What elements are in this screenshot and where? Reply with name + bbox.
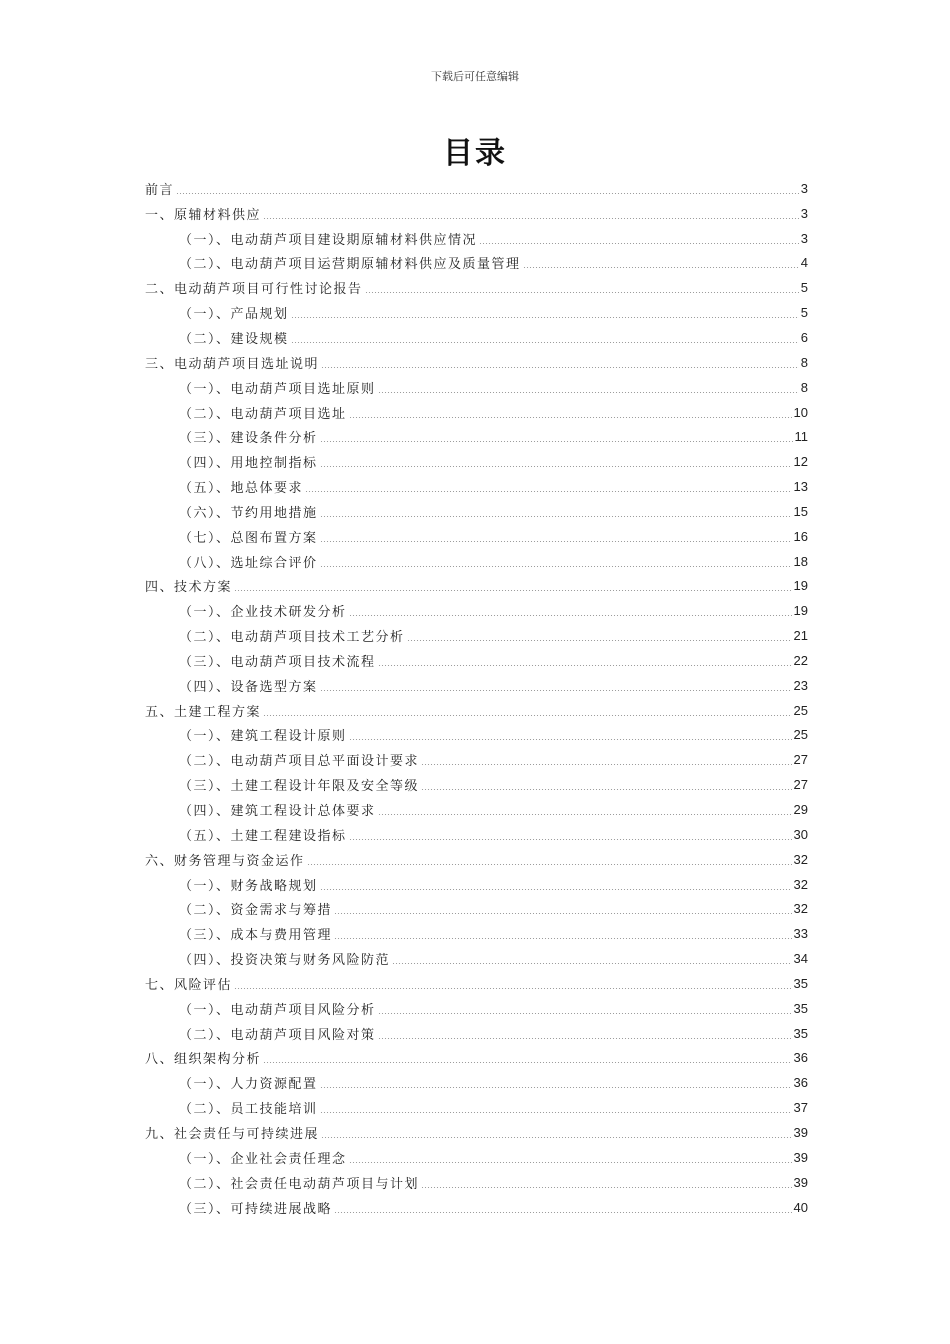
toc-entry[interactable] <box>145 847 808 872</box>
toc-entry-page-number: 23 <box>793 677 808 693</box>
toc-entry[interactable] <box>145 1095 808 1120</box>
toc-entry-label: （四）、投资决策与财务风险防范 <box>179 953 391 969</box>
toc-entry[interactable] <box>145 226 808 251</box>
toc-entry[interactable] <box>145 1021 808 1046</box>
toc-entry-label: （一）、建筑工程设计原则 <box>179 729 347 745</box>
toc-dot-leader <box>320 441 793 442</box>
toc-entry-page-number: 3 <box>800 205 808 221</box>
toc-dot-leader <box>334 913 792 914</box>
toc-entry-label: 四、技术方案 <box>145 580 233 596</box>
toc-entry-label: 二、电动葫芦项目可行性讨论报告 <box>145 282 363 298</box>
toc-entry[interactable] <box>145 424 808 449</box>
toc-entry[interactable] <box>145 524 808 549</box>
toc-entry[interactable] <box>145 971 808 996</box>
toc-entry-label: 一、原辅材料供应 <box>145 207 262 223</box>
toc-entry-page-number: 13 <box>793 479 808 495</box>
toc-entry[interactable] <box>145 822 808 847</box>
toc-entry-page-number: 5 <box>800 305 808 321</box>
toc-entry[interactable] <box>145 549 808 574</box>
toc-entry-page-number: 30 <box>793 826 808 842</box>
toc-entry-label: （三）、建设条件分析 <box>179 431 318 447</box>
toc-entry-label: （三）、成本与费用管理 <box>179 928 333 944</box>
toc-entry-page-number: 32 <box>793 901 808 917</box>
toc-entry-page-number: 11 <box>794 429 808 445</box>
toc-entry-page-number: 29 <box>793 802 808 818</box>
toc-dot-leader <box>263 715 792 716</box>
toc-entry-page-number: 36 <box>793 1075 808 1091</box>
toc-entry-label: 前言 <box>145 182 175 198</box>
toc-entry-label: （二）、建设规模 <box>179 331 289 347</box>
toc-entry-label: 九、社会责任与可持续进展 <box>145 1126 320 1142</box>
toc-dot-leader <box>320 690 792 691</box>
toc-entry-page-number: 32 <box>793 851 808 867</box>
toc-dot-leader <box>421 789 792 790</box>
toc-dot-leader <box>176 193 799 194</box>
toc-entry[interactable] <box>145 797 808 822</box>
toc-dot-leader <box>479 243 799 244</box>
toc-dot-leader <box>378 1013 792 1014</box>
toc-dot-leader <box>334 1212 792 1213</box>
page-title: 目录 <box>443 136 507 171</box>
toc-dot-leader <box>320 1112 792 1113</box>
toc-entry[interactable] <box>145 1170 808 1195</box>
toc-entry-label: （一）、电动葫芦项目建设期原辅材料供应情况 <box>179 232 478 248</box>
toc-entry-page-number: 10 <box>793 404 808 420</box>
toc-entry[interactable] <box>145 723 808 748</box>
toc-entry-label: （六）、节约用地措施 <box>179 505 318 521</box>
toc-entry-label: （二）、电动葫芦项目选址 <box>179 406 347 422</box>
toc-entry-page-number: 19 <box>793 578 808 594</box>
toc-entry-label: （一）、电动葫芦项目选址原则 <box>179 381 376 397</box>
toc-entry-label: （二）、社会责任电动葫芦项目与计划 <box>179 1176 420 1192</box>
toc-entry-label: （一）、企业技术研发分析 <box>179 605 347 621</box>
toc-dot-leader <box>378 665 792 666</box>
toc-dot-leader <box>320 541 792 542</box>
toc-entry[interactable] <box>145 574 808 599</box>
toc-entry-page-number: 5 <box>800 280 808 296</box>
toc-entry-page-number: 32 <box>793 876 808 892</box>
toc-entry[interactable] <box>145 872 808 897</box>
toc-entry[interactable] <box>145 623 808 648</box>
toc-entry-page-number: 40 <box>793 1199 808 1215</box>
toc-entry[interactable] <box>145 176 808 201</box>
toc-entry[interactable] <box>145 996 808 1021</box>
toc-entry-page-number: 15 <box>793 503 808 519</box>
toc-entry-label: （一）、企业社会责任理念 <box>179 1151 347 1167</box>
toc-dot-leader <box>523 267 799 268</box>
toc-entry[interactable] <box>145 772 808 797</box>
page-header: 下载后可任意编辑 <box>431 70 519 83</box>
toc-entry-label: 八、组织架构分析 <box>145 1052 262 1068</box>
toc-entry[interactable] <box>145 400 808 425</box>
toc-entry[interactable] <box>145 1046 808 1071</box>
toc-entry-page-number: 35 <box>793 1000 808 1016</box>
toc-entry-label: （四）、设备选型方案 <box>179 679 318 695</box>
toc-entry[interactable] <box>145 201 808 226</box>
toc-entry[interactable] <box>145 1070 808 1095</box>
toc-entry-page-number: 19 <box>793 603 808 619</box>
toc-entry-page-number: 35 <box>793 975 808 991</box>
toc-entry[interactable] <box>145 300 808 325</box>
toc-entry-page-number: 37 <box>793 1100 808 1116</box>
toc-entry-page-number: 39 <box>793 1149 808 1165</box>
toc-entry[interactable] <box>145 325 808 350</box>
toc-entry[interactable] <box>145 1195 808 1220</box>
toc-entry[interactable] <box>145 1120 808 1145</box>
toc-dot-leader <box>349 417 792 418</box>
toc-dot-leader <box>320 566 792 567</box>
toc-dot-leader <box>320 1087 792 1088</box>
toc-entry[interactable] <box>145 449 808 474</box>
toc-entry-label: （二）、电动葫芦项目风险对策 <box>179 1027 376 1043</box>
toc-dot-leader <box>320 466 792 467</box>
toc-entry[interactable] <box>145 598 808 623</box>
toc-entry[interactable] <box>145 499 808 524</box>
toc-entry-page-number: 25 <box>793 702 808 718</box>
toc-dot-leader <box>263 1062 792 1063</box>
toc-entry[interactable] <box>145 275 808 300</box>
toc-entry-label: （二）、电动葫芦项目技术工艺分析 <box>179 630 405 646</box>
toc-entry[interactable] <box>145 375 808 400</box>
toc-dot-leader <box>378 392 799 393</box>
toc-entry-label: （一）、产品规划 <box>179 307 289 323</box>
toc-entry[interactable] <box>145 673 808 698</box>
toc-entry[interactable] <box>145 251 808 276</box>
toc-dot-leader <box>392 963 792 964</box>
toc-dot-leader <box>349 739 792 740</box>
toc-entry[interactable] <box>145 474 808 499</box>
toc-entry[interactable] <box>145 698 808 723</box>
toc-entry-page-number: 22 <box>793 652 808 668</box>
toc-dot-leader <box>407 640 792 641</box>
toc-dot-leader <box>349 839 792 840</box>
toc-entry-label: （七）、总图布置方案 <box>179 530 318 546</box>
table-of-contents <box>145 176 808 1219</box>
toc-entry-page-number: 18 <box>793 553 808 569</box>
toc-entry-label: （五）、土建工程建设指标 <box>179 828 347 844</box>
toc-entry-label: （四）、用地控制指标 <box>179 456 318 472</box>
toc-entry-page-number: 39 <box>793 1174 808 1190</box>
toc-dot-leader <box>378 1038 792 1039</box>
toc-entry-label: （四）、建筑工程设计总体要求 <box>179 804 376 820</box>
toc-entry-label: 七、风险评估 <box>145 977 233 993</box>
toc-entry[interactable] <box>145 946 808 971</box>
toc-dot-leader <box>234 988 792 989</box>
toc-entry-label: （二）、电动葫芦项目运营期原辅材料供应及质量管理 <box>179 257 521 273</box>
toc-entry-label: （一）、电动葫芦项目风险分析 <box>179 1002 376 1018</box>
toc-entry[interactable] <box>145 1145 808 1170</box>
toc-entry-page-number: 27 <box>793 777 808 793</box>
toc-dot-leader <box>349 615 792 616</box>
toc-entry-label: 三、电动葫芦项目选址说明 <box>145 356 320 372</box>
toc-entry-page-number: 16 <box>793 528 808 544</box>
toc-entry-label: 五、土建工程方案 <box>145 704 262 720</box>
toc-entry-page-number: 36 <box>793 1050 808 1066</box>
toc-entry-label: 六、财务管理与资金运作 <box>145 853 305 869</box>
toc-entry-page-number: 34 <box>793 951 808 967</box>
toc-entry-label: （三）、土建工程设计年限及安全等级 <box>179 779 420 795</box>
toc-entry-label: （二）、资金需求与筹措 <box>179 903 333 919</box>
toc-dot-leader <box>234 590 792 591</box>
toc-entry-label: （三）、可持续进展战略 <box>179 1201 333 1217</box>
toc-entry[interactable] <box>145 350 808 375</box>
toc-dot-leader <box>378 814 792 815</box>
toc-dot-leader <box>421 764 792 765</box>
toc-entry-label: （三）、电动葫芦项目技术流程 <box>179 654 376 670</box>
toc-entry[interactable] <box>145 921 808 946</box>
toc-entry-page-number: 35 <box>793 1025 808 1041</box>
toc-dot-leader <box>321 367 799 368</box>
toc-entry-label: （一）、财务战略规划 <box>179 878 318 894</box>
toc-entry[interactable] <box>145 896 808 921</box>
toc-entry[interactable] <box>145 747 808 772</box>
toc-entry-label: （二）、员工技能培训 <box>179 1102 318 1118</box>
toc-entry[interactable] <box>145 648 808 673</box>
toc-dot-leader <box>320 516 792 517</box>
toc-entry-page-number: 33 <box>793 926 808 942</box>
toc-dot-leader <box>321 1137 792 1138</box>
toc-entry-page-number: 39 <box>793 1124 808 1140</box>
toc-entry-page-number: 4 <box>800 255 808 271</box>
toc-entry-page-number: 25 <box>793 727 808 743</box>
toc-entry-label: （五）、地总体要求 <box>179 481 304 497</box>
toc-dot-leader <box>305 491 792 492</box>
toc-dot-leader <box>263 218 799 219</box>
toc-dot-leader <box>349 1162 792 1163</box>
toc-entry-page-number: 3 <box>800 230 808 246</box>
toc-entry-label: （二）、电动葫芦项目总平面设计要求 <box>179 754 420 770</box>
toc-dot-leader <box>334 938 792 939</box>
toc-dot-leader <box>421 1187 792 1188</box>
toc-entry-page-number: 8 <box>800 354 808 370</box>
toc-entry-page-number: 8 <box>800 379 808 395</box>
toc-dot-leader <box>291 342 799 343</box>
toc-entry-page-number: 12 <box>793 454 808 470</box>
toc-dot-leader <box>307 864 792 865</box>
toc-entry-page-number: 3 <box>800 180 808 196</box>
toc-entry-page-number: 6 <box>800 329 808 345</box>
toc-dot-leader <box>365 292 799 293</box>
toc-dot-leader <box>291 317 799 318</box>
toc-dot-leader <box>320 889 792 890</box>
toc-entry-label: （一）、人力资源配置 <box>179 1077 318 1093</box>
toc-entry-page-number: 27 <box>793 752 808 768</box>
toc-entry-label: （八）、选址综合评价 <box>179 555 318 571</box>
toc-entry-page-number: 21 <box>793 628 808 644</box>
